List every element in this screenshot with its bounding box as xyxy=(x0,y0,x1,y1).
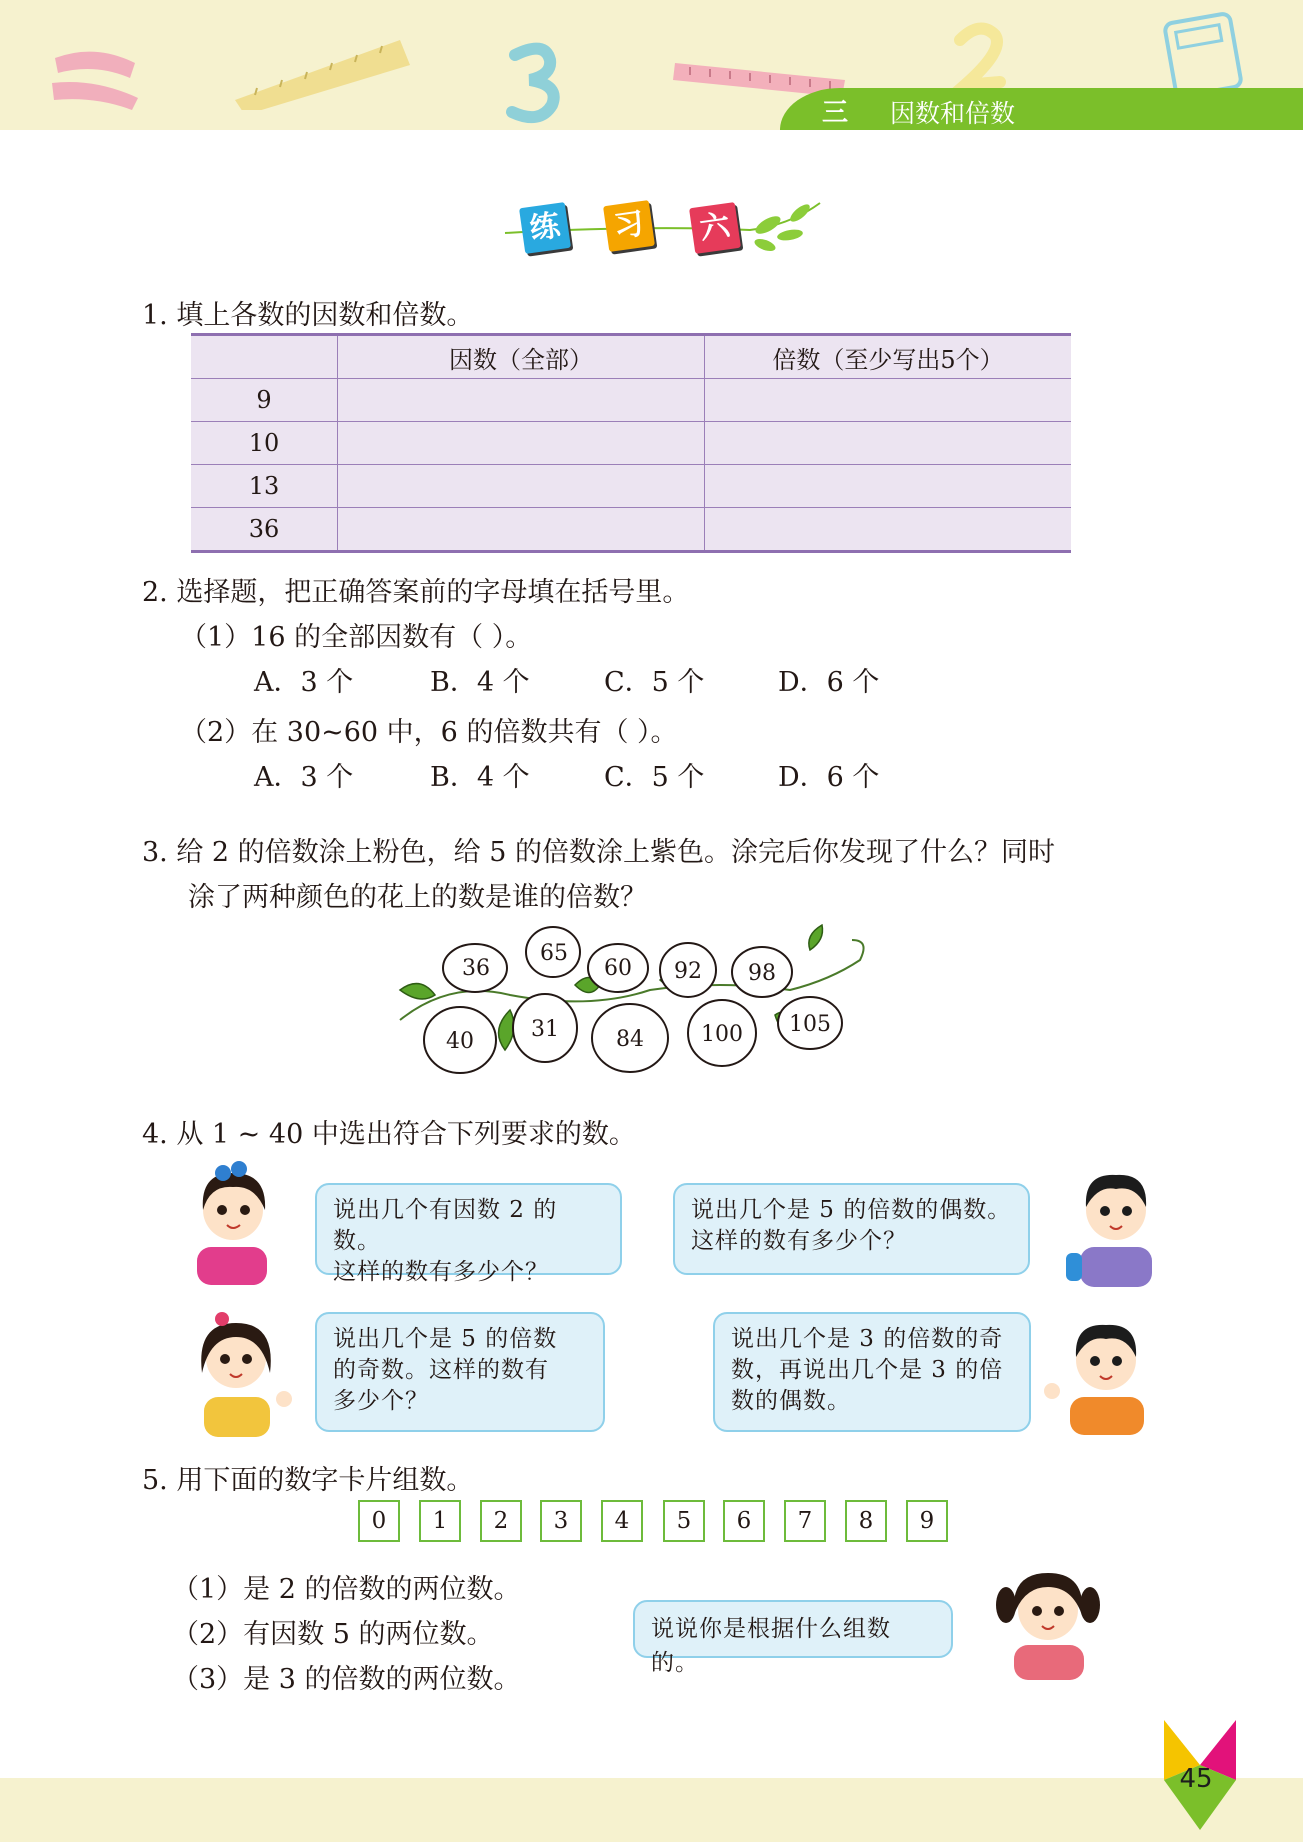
table-row xyxy=(191,379,1071,422)
q2-sub2-option-a[interactable]: A．3 个 xyxy=(254,762,354,793)
q5-item-1: （1）是 2 的倍数的两位数。 xyxy=(172,1574,521,1605)
digit-card-3[interactable]: 3 xyxy=(540,1500,582,1542)
factor-multiple-table xyxy=(191,333,1071,553)
leaf xyxy=(499,1010,514,1050)
exercise-title xyxy=(500,195,830,265)
bubble-text-line: 这样的数有多少个？ xyxy=(333,1259,549,1285)
digit-card-1[interactable]: 1 xyxy=(419,1500,461,1542)
flower-number: 40 xyxy=(446,1029,474,1054)
digit-card-6[interactable]: 6 xyxy=(723,1500,765,1542)
digit-card-2[interactable]: 2 xyxy=(480,1500,522,1542)
q2-sub1-option-d[interactable]: D．6 个 xyxy=(778,667,880,698)
bubble-text-line: 说出几个是 5 的倍数的偶数。 xyxy=(691,1197,1012,1223)
q5-item-3: （3）是 3 的倍数的两位数。 xyxy=(172,1664,521,1695)
girl-avatar-1 xyxy=(185,1155,285,1285)
table-row-number: 10 xyxy=(191,422,338,465)
title-char-2: 习 xyxy=(603,200,655,252)
flower-number: 31 xyxy=(531,1017,559,1042)
q2-sub2-option-d[interactable]: D．6 个 xyxy=(778,762,880,793)
calculator-icon xyxy=(1160,10,1250,95)
multiples-answer-cell[interactable] xyxy=(705,422,1072,465)
speech-bubble-2 xyxy=(673,1183,1030,1275)
table-row-number: 13 xyxy=(191,465,338,508)
q2-sub1-option-c[interactable]: C．5 个 xyxy=(604,667,705,698)
table-header-cell: 倍数（至少写出5个） xyxy=(705,335,1072,379)
flower-vine-figure xyxy=(390,920,880,1080)
table-header-cell: 因数（全部） xyxy=(338,335,705,379)
speech-bubble-3 xyxy=(315,1312,605,1432)
chapter-title: 因数和倍数 xyxy=(890,99,1016,128)
q4-prompt: 4. 从 1 ~ 40 中选出符合下列要求的数。 xyxy=(142,1119,636,1150)
chapter-number: 三 xyxy=(822,98,849,128)
boy-avatar-1 xyxy=(1060,1155,1170,1290)
factors-answer-cell[interactable] xyxy=(338,422,705,465)
flower-number: 65 xyxy=(540,941,568,966)
multiples-answer-cell[interactable] xyxy=(705,379,1072,422)
leaf xyxy=(400,984,435,999)
q2-sub2-option-c[interactable]: C．5 个 xyxy=(604,762,705,793)
table-row xyxy=(191,508,1071,552)
q2-sub2-option-b[interactable]: B．4 个 xyxy=(430,762,530,793)
flower-number: 84 xyxy=(616,1027,644,1052)
q5-prompt: 5. 用下面的数字卡片组数。 xyxy=(142,1465,474,1496)
bubble-text-line: 多少个？ xyxy=(333,1388,429,1414)
speech-bubble-1 xyxy=(315,1183,622,1285)
table-header-cell xyxy=(191,335,338,379)
table-header-row xyxy=(191,335,1071,379)
digit-card-8[interactable]: 8 xyxy=(845,1500,887,1542)
q2-sub1: （1）16 的全部因数有（ ）。 xyxy=(180,622,533,653)
q2-sub2: （2）在 30~60 中，6 的倍数共有（ ）。 xyxy=(180,717,678,748)
factors-answer-cell[interactable] xyxy=(338,508,705,552)
bubble-text-line: 说出几个有因数 2 的数。 xyxy=(333,1197,558,1254)
q2-prompt: 2. 选择题，把正确答案前的字母填在括号里。 xyxy=(142,577,690,608)
title-char-1: 练 xyxy=(519,202,571,254)
bubble-text-line: 说出几个是 3 的倍数的奇 xyxy=(731,1326,1004,1352)
q2-sub1-option-a[interactable]: A．3 个 xyxy=(254,667,354,698)
leaf xyxy=(809,925,823,950)
page-footer xyxy=(0,1778,1303,1842)
digit-card-4[interactable]: 4 xyxy=(601,1500,643,1542)
bubble-text-line: 说出几个是 5 的倍数 xyxy=(333,1326,558,1352)
speech-bubble-4 xyxy=(713,1312,1031,1432)
q5-item-2: （2）有因数 5 的两位数。 xyxy=(172,1619,494,1650)
multiples-answer-cell[interactable] xyxy=(705,465,1072,508)
bubble-text-line: 数，再说出几个是 3 的倍 xyxy=(731,1357,1004,1383)
digit-card-0[interactable]: 0 xyxy=(358,1500,400,1542)
bubble-text-line: 数的偶数。 xyxy=(731,1388,851,1414)
q3-prompt-line2: 涂了两种颜色的花上的数是谁的倍数？ xyxy=(188,882,647,913)
flower-number: 98 xyxy=(748,961,776,986)
flower-number: 100 xyxy=(701,1022,743,1047)
speech-bubble-5: 说说你是根据什么组数的。 xyxy=(633,1600,953,1658)
number-two-decoration xyxy=(950,20,1010,95)
bubble-text-line: 这样的数有多少个？ xyxy=(691,1228,907,1254)
factors-answer-cell[interactable] xyxy=(338,379,705,422)
flower-number: 36 xyxy=(462,956,490,981)
digit-card-7[interactable]: 7 xyxy=(784,1500,826,1542)
table-row xyxy=(191,422,1071,465)
ruler-yellow-decoration xyxy=(225,30,415,110)
page-number: 45 xyxy=(1179,1764,1213,1794)
multiples-answer-cell[interactable] xyxy=(705,508,1072,552)
digit-card-5[interactable]: 5 xyxy=(663,1500,705,1542)
q1-prompt: 1. 填上各数的因数和倍数。 xyxy=(142,300,474,331)
flower-number: 105 xyxy=(789,1012,831,1037)
table-row xyxy=(191,465,1071,508)
chapter-tab xyxy=(780,88,1303,130)
table-row-number: 9 xyxy=(191,379,338,422)
title-char-3: 六 xyxy=(689,202,741,254)
girl-avatar-2 xyxy=(180,1303,300,1438)
number-three-decoration xyxy=(500,40,570,125)
flower-number: 60 xyxy=(604,956,632,981)
pink-ribbon-decoration xyxy=(40,38,150,118)
q2-sub1-option-b[interactable]: B．4 个 xyxy=(430,667,530,698)
q3-prompt-line1: 3. 给 2 的倍数涂上粉色，给 5 的倍数涂上紫色。涂完后你发现了什么？同时 xyxy=(142,837,1056,868)
factors-answer-cell[interactable] xyxy=(338,465,705,508)
flower-number: 92 xyxy=(674,959,702,984)
digit-card-9[interactable]: 9 xyxy=(906,1500,948,1542)
bubble-text-line: 的奇数。这样的数有 xyxy=(333,1357,549,1383)
table-row-number: 36 xyxy=(191,508,338,552)
boy-avatar-2 xyxy=(1040,1305,1170,1435)
girl-avatar-3 xyxy=(990,1555,1110,1680)
